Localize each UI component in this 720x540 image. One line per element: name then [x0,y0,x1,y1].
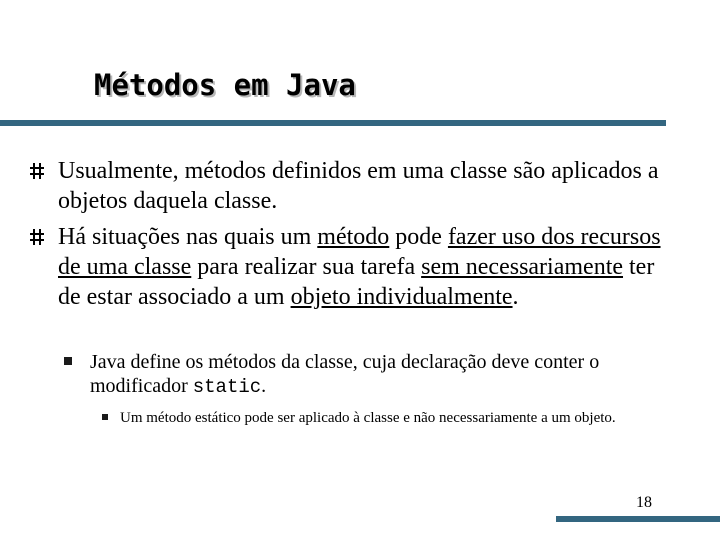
bullet-2 [58,222,678,312]
page-number: 18 [636,494,652,511]
square-bullet-icon [64,357,72,365]
sub-sub-bullet [120,409,620,428]
text-segment: Java define os métodos da classe, cuja declaração deve conter o modificador [90,351,600,397]
text-segment: pode [389,224,448,250]
text-segment: Há situações nas quais um [58,224,318,250]
text-segment: . [512,284,519,310]
sub-bullet [90,350,650,399]
hash-bullet-icon [30,229,44,245]
text-segment: para realizar sua tarefa [191,254,422,280]
square-bullet-icon [102,414,108,420]
bullet-2-text [58,224,661,310]
underlined-term: fazer uso dos recursos de uma classe [58,224,661,280]
bullet-1 [58,156,678,216]
bullet-1-text: Usualmente, métodos definidos em uma classe são aplicados a objetos daquela classe. [58,158,659,214]
underlined-term: método [317,224,390,250]
title-divider [0,120,666,126]
sub-sub-bullet-text: Um método estático pode ser aplicado à classe e não necessariamente a um objeto. [120,410,616,426]
underlined-term: objeto individualmente [290,284,513,310]
slide-title: Métodos em Java [94,68,356,102]
underlined-term: sem necessariamente [421,254,624,280]
hash-bullet-icon [30,163,44,179]
code-keyword: static [192,376,262,398]
text-segment: ter de estar associado a um [58,254,655,310]
sub-bullet-text [90,351,599,397]
footer-divider [556,516,720,522]
text-segment: . [261,375,267,397]
